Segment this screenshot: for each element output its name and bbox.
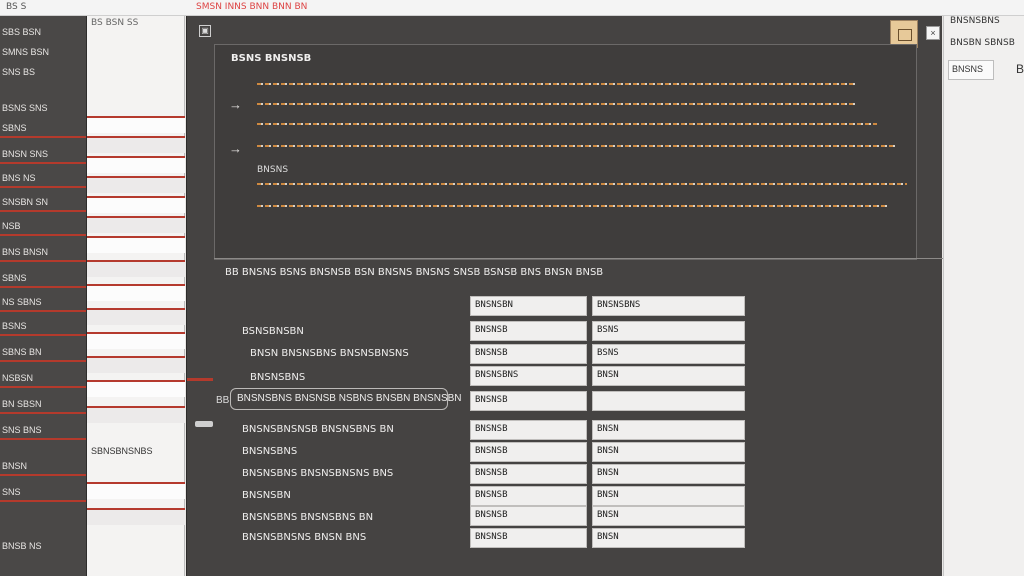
- text-line: [257, 123, 877, 125]
- sidebar-item[interactable]: BSNS: [0, 316, 86, 336]
- value-cell[interactable]: BNSNSBNS: [470, 366, 587, 386]
- inline-field[interactable]: BNSNSBNS BNSNSB NSBNS BNSBN BNSNSBN: [230, 388, 448, 410]
- sidebar-item[interactable]: BSNS SNS: [2, 103, 48, 113]
- sidebar-item[interactable]: BN SBSN: [0, 394, 86, 414]
- value-cell[interactable]: BNSNSB: [470, 344, 587, 364]
- list-row[interactable]: [87, 308, 185, 325]
- value-cell[interactable]: BNSN: [592, 442, 745, 462]
- text-line: [257, 83, 857, 85]
- text-line: [257, 145, 897, 147]
- value-cell[interactable]: BNSN: [592, 464, 745, 484]
- list-row[interactable]: [87, 156, 185, 173]
- list-pane-header: BS BSN SS: [91, 18, 139, 28]
- window-icon: ▣: [199, 25, 211, 37]
- value-cell[interactable]: BNSNSB: [470, 486, 587, 506]
- list-row[interactable]: [87, 482, 185, 499]
- value-cell[interactable]: BNSN: [592, 420, 745, 440]
- value-cell[interactable]: BNSN: [592, 528, 745, 548]
- list-row[interactable]: [87, 332, 185, 349]
- list-row[interactable]: [87, 136, 185, 153]
- sidebar-item[interactable]: NS SBNS: [0, 292, 86, 312]
- text-line: [257, 103, 857, 105]
- list-pane: [87, 16, 185, 576]
- arrow-icon: →: [229, 97, 242, 112]
- row-label: BNSN BNSNSBNS BNSNSBNSNS: [250, 348, 409, 359]
- close-icon[interactable]: ×: [926, 26, 940, 40]
- list-row[interactable]: [87, 260, 185, 277]
- arrow-icon: →: [229, 141, 242, 156]
- list-row[interactable]: [87, 356, 185, 373]
- sidebar-item[interactable]: SNS BS: [2, 67, 36, 77]
- list-row[interactable]: [87, 508, 185, 525]
- row-label: BNSNSBN: [242, 490, 291, 501]
- value-cell[interactable]: BNSNSB: [470, 391, 587, 411]
- row-label: BNSNSBNSNS BNSN BNS: [242, 532, 367, 543]
- sidebar-item[interactable]: SNSBN SN: [0, 192, 86, 212]
- panel-title: BSNS BNSNSB: [231, 53, 312, 64]
- list-row[interactable]: [87, 236, 185, 253]
- sidebar-item[interactable]: NSBSN: [0, 368, 86, 388]
- sidebar-item[interactable]: BNS NS: [0, 168, 86, 188]
- list-row[interactable]: [87, 406, 185, 423]
- value-cell[interactable]: BNSN: [592, 486, 745, 506]
- value-cell[interactable]: BNSN: [592, 506, 745, 526]
- row-label: BNSNSBNSNSB BNSNSBNS BN: [242, 424, 394, 435]
- sidebar-item[interactable]: SBS BSN: [2, 27, 42, 37]
- sidebar-item[interactable]: SMNS BSN: [2, 47, 50, 57]
- sidebar-item[interactable]: NSB: [0, 216, 86, 236]
- title-bar-left-text: BS S: [6, 2, 27, 12]
- value-cell[interactable]: [592, 391, 745, 411]
- list-row[interactable]: [87, 196, 185, 213]
- title-bar-title: SMSN INNS BNN BNN BN: [196, 2, 308, 12]
- value-cell[interactable]: BNSNSBN: [470, 296, 587, 316]
- value-cell[interactable]: BNSN: [592, 366, 745, 386]
- sidebar-item[interactable]: SBNS BN: [0, 342, 86, 362]
- sidebar-item[interactable]: BNSB NS: [2, 541, 42, 551]
- value-cell[interactable]: BNSNSB: [470, 420, 587, 440]
- drag-handle[interactable]: [187, 378, 213, 381]
- sidebar-item[interactable]: SBNS: [0, 118, 86, 138]
- list-row[interactable]: [87, 380, 185, 397]
- text-line: [257, 205, 887, 207]
- sidebar-item[interactable]: BNSN SNS: [0, 144, 86, 164]
- sidebar-item[interactable]: SNS BNS: [0, 420, 86, 440]
- value-cell[interactable]: BNSNSB: [470, 528, 587, 548]
- list-row[interactable]: [87, 216, 185, 233]
- section-divider: [214, 258, 943, 259]
- list-row[interactable]: [87, 116, 185, 133]
- row-label: BSNSBNSBN: [242, 326, 304, 337]
- value-cell[interactable]: BNSNSB: [470, 321, 587, 341]
- main-window: [186, 16, 942, 576]
- value-cell[interactable]: BNSNSB: [470, 506, 587, 526]
- list-row-text: SBNSBNSNBS: [91, 446, 153, 456]
- right-panel-text: BNSBN SBNSB: [950, 38, 1015, 48]
- left-sidebar: [0, 16, 87, 576]
- drag-knob[interactable]: [195, 421, 213, 427]
- row-label: BNSNSBNS: [250, 372, 306, 383]
- title-bar: [0, 0, 1024, 16]
- sidebar-item[interactable]: BNSN: [0, 456, 86, 476]
- row-label: BNSNSBNS: [242, 446, 298, 457]
- row-label: BNSNSBNS BNSNSBNS BN: [242, 512, 374, 523]
- row-label: BNSNSBNS BNSNSBNSNS BNS: [242, 468, 394, 479]
- value-cell[interactable]: BSNS: [592, 344, 745, 364]
- right-panel-box[interactable]: BNSNS: [948, 60, 994, 80]
- sidebar-item[interactable]: SBNS: [0, 268, 86, 288]
- right-panel: [943, 16, 1024, 576]
- instructions-panel: [214, 44, 917, 260]
- sidebar-item[interactable]: SNS: [0, 482, 86, 502]
- sidebar-item[interactable]: BNS BNSN: [0, 242, 86, 262]
- row-marker: BB: [216, 395, 230, 406]
- list-row[interactable]: [87, 176, 185, 193]
- value-cell[interactable]: BNSNSB: [470, 442, 587, 462]
- section-heading: BB BNSNS BSNS BNSNSB BSN BNSNS BNSNS SNSB BSNSB BNS BNSN BNSB: [225, 267, 604, 278]
- value-cell[interactable]: BSNS: [592, 321, 745, 341]
- right-panel-text: BNSNSBNS: [950, 16, 1000, 26]
- list-row[interactable]: [87, 284, 185, 301]
- value-cell[interactable]: BNSNSB: [470, 464, 587, 484]
- right-panel-letter: B: [1016, 62, 1024, 76]
- panel-note: BNSNS: [257, 165, 289, 175]
- text-line: [257, 183, 907, 185]
- value-cell[interactable]: BNSNSBNS: [592, 296, 745, 316]
